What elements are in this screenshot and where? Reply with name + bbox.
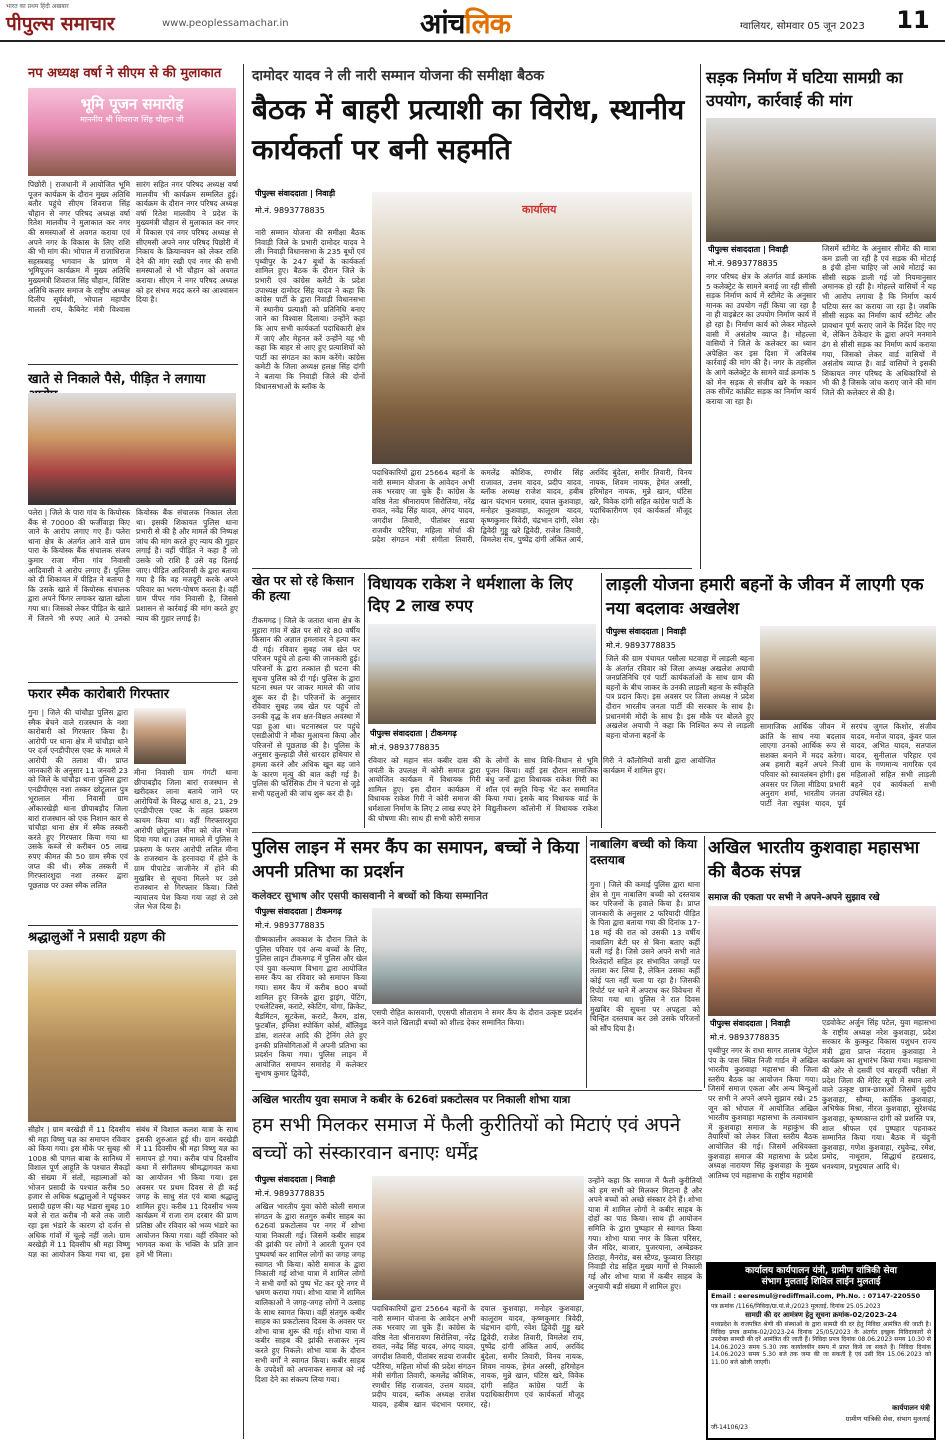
road-headline: सड़क निर्माण में घटिया सामग्री का उपयोग, कार्रवाई की मांग (706, 68, 903, 110)
kabir-kicker: अखिल भारतीय युवा समाज ने कबीर के 626वां प्रकटोत्सव पर निकाली शोभा यात्रा (252, 1094, 571, 1106)
samar-subhead: कलेक्टर सुभाष और एसपी कासवानी ने बच्चों को किया सम्मानित (252, 891, 488, 902)
main-body2: पदाधिकारियों द्वारा 25664 बहनों के नारी सम्मान योजना के आवेदन अभी तक भरवाए जा चुके हैं। कांग्रेस के वरिष्ठ नेता श्रीनारायण सिरोलिया, नरेंद्र रावत, नवेंद्र सिंह यादव, अंगद यादव, जगदीश तिवारी, पीतांबर सडया राजवीर पटैरिया, महिला मोर्चा की प्रदेश संगठन मंत्री संगीता तिवारी, कमलेंद्र कौशिक, रणधीर सिंह राजावत, उत्तम यादव, प्रदीप यादव, ब्लॉक अध्यक्ष राजेश यादव, हबीब खान चंदभान परमार, दयाल कुशवाहा, मनोहर कुशवाहा, कालूराम यादव, कृष्णकुमार त्रिवेदी, चंद्रभान दांगी, रवेश द्विवेदी गुड्डू खरे द्विवेदी, राजेश तिवारी, विमलेश राय, पुष्पेंद्र दांगी अंकित आर्य, अरविंद बुंदेला, समीर तिवारी, विनय नायक, शिवम नायक, हेमंत अस्सी, हरिमोहन नायक, मुन्ने खान, घंटिस खरे, विवेक दांगी सहित कांग्रेस पार्टी के पदाधिकारीगण एवं कार्यकर्ता मौजूद रहे। (372, 468, 692, 545)
kabir-body2: उन्होंने कहा कि समाज में फैली कुरीतियों को हम सभी को मिलकर मिटाना है और अपने बच्चों को अच्छे संस्कार देने हैं। शोभा यात्रा में शामिल लोगों ने कबीर साहब के दोहों का पाठ किया। साथ ही आयोजन समिति के द्वारा पुष्पहार से स्वागत किया गया। शोभा यात्रा नगर के किला परिसर, जैन मंदिर, बाजार, पुजरयाना, अम्बेडकर तिराहा, मैनरोड, बस स्टैण्ड, फुव्वारा तिराहा निवाड़ी रोड सहित मुख्य मार्गों से निकाली गई और शोभा यात्रा में कबीर साहब के अनुयायी बड़ी संख्या में शामिल हुए। (588, 1176, 702, 1291)
main-mobile: मो.नं. 9893778835 (255, 206, 325, 215)
kabir-body1: अखिल भारतीय युवा कोरी कोली समाज संगठन के द्वारा सतगुरु कबीर साहब का 626वां प्रकटोत्सव पर नगर में शोभा यात्रा निकाली गई। जिसमें कबीर साहब की झांकी पर लोगों ने आरती पूजन एवं पुष्पवर्षा कर शामिल लोगों का जगह जगह स्वागत भी किया। कोरी समाज के द्वारा निकाली गई शोभा यात्रा में शामिल लोगों ने सभी वर्गों को पुष्प भेंट कर पूरे नगर में भ्रमण कराया गया। शोभा यात्रा में शामिल बालिकाओं ने जगह-जगह लोगों ने उत्साह के साथ स्वागत किया। वहीं संतगुरु कबीर साहब का प्रकटोत्सव दिवस के अवसर पर शोभा यात्रा शुरू की गई। शोभा यात्रा में कबीर साहब की झांकी सजाकर नृत्य करते हुए निकले। शोभा यात्रा के दौरान सभी वर्गों ने स्वागत किया। कबीर साहब के उपदेशों को अपनाकर समाज को नई दिशा देने का संकल्प लिया गया। (255, 1202, 365, 1384)
dharamshala-byline: पीपुल्स संवाददाता | टीकमगढ़ (370, 729, 457, 738)
prasad-headline: श्रद्धालुओं ने प्रसादी ग्रहण की (28, 930, 166, 945)
samar-body2: एसपी रोहित कासवानी, एएसपी सीताराम ने समर कैंप के दौरान उत्कृष्ट प्रदर्शन करने वाले खिलाड़ी बच्चों को शील्ड देकर सम्मानित किया। (372, 1008, 582, 1027)
kushwaha-byline: पीपुल्स संवाददाता | निवाड़ी (710, 1019, 791, 1028)
ladli-byline: पीपुल्स संवाददाता | निवाड़ी (606, 627, 687, 636)
cm-meeting-body: पिछोरी | राजधानी में आयोजित भूमि पूजन कार्यक्रम के दौरान मुख्य अतिथि बतौर पहुंचे सीएम शिवराज सिंह चौहान से नगर परिषद अध्यक्ष वर्षा रितेश मालवीय ने मुलाकात कर नगर की समस्याओं से अवगत कराया एवं अपने नगर के विकास के लिए राशि की भी मांग की। भोपाल में राजाधिराज सहस्त्रबाहु भगवान के प्रांगण में भूमिपूजन कार्यक्रम में मुख्य अतिथि मुख्यमंत्री शिवराज सिंह चौहान, विशिष्ट अतिथि कलार समाज के राष्ट्रीय अध्यक्ष दिलीप सूर्यवंशी, भोपाल महापौर मालती राय, कैबिनेट मंत्री विश्वास सारंग सहित नगर परिषद अध्यक्ष वर्षा मालवीय भी कार्यक्रम सम्मलित हुई। कार्यक्रम के दौरान नगर परिषद अध्यक्ष वर्षा रितेश मालवीय ने प्रदेश के मुख्यमंत्री चौहान से मुलाकात कर नगर में विकास एवं नगर परिषद अध्यक्ष से सीएमसी अपने नगर परिषद पिछोरी में निकाय के क्रियान्वयन को लेकर राशि देने की मांग रखी एवं नगर की सभी समस्याओं से भी चौहान को अवगत कराया। सीएम ने नगर परिषद अध्यक्ष को हर संभव मदद करने का आश्वासन दिया है। (28, 180, 238, 314)
cm-meeting-headline: नप अध्यक्ष वर्षा ने सीएम से की मुलाकात (28, 66, 222, 81)
newspaper-logo: पीपुल्स समाचार (6, 13, 115, 35)
tender-advertisement (706, 1262, 936, 1440)
road-byline: पीपुल्स संवाददाता | निवाड़ी (708, 245, 789, 254)
kushwaha-subhead: समाज की एकता पर सभी ने अपने-अपने सुझाव रखे (708, 893, 880, 903)
samar-mobile: मो.नं. 9893778835 (255, 921, 325, 930)
kabir-body3: पदाधिकारियों द्वारा 25664 बहनों के नारी सम्मान योजना के आवेदन अभी तक भरवाए जा चुके हैं। कांग्रेस के वरिष्ठ नेता श्रीनारायण सिरोलिया, नरेंद्र रावत, नवेंद्र सिंह यादव, अंगद यादव, जगदीश तिवारी, पीतांबर सडया राजवीर पटैरिया, महिला मोर्चा की प्रदेश संगठन मंत्री संगीता तिवारी, कमलेंद्र कौशिक, रणधीर सिंह राजावत, उत्तम यादव, प्रदीप यादव, ब्लॉक अध्यक्ष राजेश यादव, हबीब खान चंदभान परमार, दयाल कुशवाहा, मनोहर कुशवाहा, कालूराम यादव, कृष्णकुमार त्रिवेदी, चंद्रभान दांगी, रवेश द्विवेदी गुड्डू खरे द्विवेदी, राजेश तिवारी, विमलेश राय, पुष्पेंद्र दांगी अंकित आर्य, अरविंद बुंदेला, समीर तिवारी, विनय नायक, शिवम नायक, हेमंत अस्सी, हरिमोहन नायक, मुन्ने खान, घंटिस खरे, विवेक दांगी सहित कांग्रेस पार्टी के पदाधिकारीगण एवं कार्यकर्ता मौजूद रहे। (372, 1304, 584, 1409)
dharamshala-photo (368, 624, 596, 724)
prasad-photo (28, 950, 236, 1122)
ad-title: कार्यालय कार्यपालन यंत्री, ग्रामीण यांत्रिकी सेवा संभाग मुलताई शिविल लाईन मुलताई (708, 1264, 934, 1290)
section-title: आंचलिक (420, 7, 511, 40)
dharamshala-headline: विधायक राकेश ने धर्मशाला के लिए दिए 2 लाख रुपए (368, 574, 573, 615)
dharamshala-body: रविवार को महान संत कबीर दास की जयंती के उपलक्ष में कोरी समाज द्वारा आयोजित कार्यक्रम में विधायक गिरी शामिल हुए। इस दौरान कार्यक्रम में विधायक राकेश गिरी ने कोरी समाज की धर्मशाला निर्माण के लिए 2 लाख रुपए देने की घोषणा की। साथ ही सभी कोरी समाज के लोगों के साथ विधि-विधान से भूमि पूजन किया। वहीं इस दौरान सामाजिक बंधु जनों द्वारा विधायक राकेश गिरी का शॉल एवं स्मृति चिन्ह भेंट कर सम्मानित किया गया। इसके बाद विधायक वार्ड के विद्युतीकरण कॉलोनी में विधायक राकेश गिरी ने कॉलोनियों वासी द्वारा आयोजित कार्यक्रम में शामिल हुए। (368, 756, 716, 823)
kabir-headline: हम सभी मिलकर समाज में फैली कुरीतियों को मिटाएं एवं अपने बच्चों को संस्कारवान बनाएः धर्मेंद्र (252, 1114, 681, 1164)
logo-tagline: भारत का प्रथम हिंदी अखबार (6, 3, 69, 10)
road-mobile: मो.नं. 9893778835 (708, 259, 778, 268)
ad-signature2: ग्रामीण यांत्रिकी सेवा, संभाग मुलताई (845, 1415, 930, 1423)
money-headline: खाते से निकाले पैसे, पीड़ित ने लगाया (28, 372, 206, 387)
dharamshala-mobile: मो.नं. 9893778835 (370, 743, 440, 752)
minor-body: गुना | जिले की कमाई पुलिस द्वारा थाना क्षेत्र से गुम नाबालिग बच्ची को दस्तयाब कर परिजनों के हवाले किया है। प्राप्त जानकारी के अनुसार 2 फरियादी पीड़ित के पिता द्वारा बताया गया की दिनांक 17-18 मई की रात को उसकी 13 वर्षीय नाबालिग बेटी घर से बिना बताए कहीं चली गई है। जिसे उसने अपने सभी नाते रिश्तेदारों सहित हर संभावित जगहों पर तलाश कर लिया है, लेकिन उसका कहीं कोई पता नहीं चला पा रहा है। जिसकी रिपोर्ट पर थाने में अपराध कर विवेचना में लिया गया था। पुलिस ने रात दिवस मुखबिर की सूचना पर अपहृता को चिन्हित दस्तयाब कर उसे उसके परिजनों को सौंप दिया है। (590, 880, 700, 1033)
kushwaha-body2: एडवोकेट अर्जुन सिंह पटेल, युवा महासभा के राष्ट्रीय अध्यक्ष नरेश कुशवाहा, प्रदेश सरकार के कुक्कुट विकास पशुधन राज्य मंत्री द्वारा प्राप्त नंदराम कुशवाहा ने कार्यक्रम का शुभारंभ किया गया। महासभा की ओर से दसवीं एवं बारहवीं परीक्षा में प्रदेश जिला की मेरिट सूची में स्थान लाने वाले उत्कृष्ट छात्र-छात्राओं जिसमें सुदीप कुशवाहा, सौम्या, कार्तिक कुशवाहा, अभिषेक मिश्रा, नीरज कुशवाहा, सुरेशचंद्र कुशवाहा, कृष्णकान्त दांगी को प्रशस्ति पत्र, शाल श्रीफल एवं पुष्पहार पहनाकर सम्मानित किया गया। बैठक में चंदुनी कुशवाहा, गणेश कुशवाहा, रघुवेन्द्र, रमेश, प्रमोद, नाथूराम, सिद्धार्थ हरप्रसाद, धनश्याम, प्रभुदयाल आदि थे। (822, 1018, 936, 1171)
samar-byline: पीपुल्स संवाददाता | टीकमगढ़ (255, 907, 342, 916)
website-url[interactable]: www.peoplessamachar.in (162, 18, 289, 29)
kabir-mobile: मो.नं. 9893778835 (255, 1189, 325, 1198)
main-body1: नारी सम्मान योजना की समीक्षा बैठक निवाड़ी जिले के प्रभारी दामोदर यादव ने ली। निवाड़ी विधानसभा के 235 बूथों एवं पृथ्वीपुर के 247 बूथों के कार्यकर्ता शामिल हुए। बैठक के दौरान जिले के प्रभारी एवं कांग्रेस कमेटी के प्रदेश उपाध्यक्ष दामोदर सिंह यादव ने कहा कि कांग्रेस पार्टी के द्वारा निवाड़ी विधानसभा में स्थानीय प्रत्याशी को प्रतिनिधि बनाए जाने का विश्वास दिलाया। उन्होंने कहा कि आप सभी कार्यकर्ता पदाधिकारी क्षेत्र में जाएं और मेहनत करें उन्होंने यह भी कहा कि बाहर से आए हुए प्रत्याशियों को पार्टी का संगठन का काम करेंगे। कांग्रेस कमेटी के जिला अध्यक्ष हलक्ष सिंह दांगी ने बताया कि निवाड़ी जिले की दोनों विधानसभाओं के ब्लॉक के (255, 228, 365, 391)
farm-headline: खेत पर सो रहे किसान की हत्या (252, 573, 354, 603)
main-headline: बैठक में बाहरी प्रत्याशी का विरोध, स्थानीय कार्यकर्ता पर बनी सहमति (252, 93, 685, 166)
samar-body1-a: ग्रीष्मकालीन अवकाश के दौरान जिले के पुलिस परिवार एवं अन्य बच्चों के लिए, पुलिस लाइन टीकमगढ़ में पुलिस और खेल एवं युवा कल्याण विभाग द्वारा आयोजित समर कैंप का रविवार को समापन किया गया। समर कैंप में करीब 800 बच्चों शामिल हुए जिनके द्वारा ड्राइंग, पेंटिंग, एथलेटिक्स, कराटे, स्केटिंग, योगा, क्रिकेट, बैडमिंटन, सूटकेस, कराटे, कैरम, डांस, फुटबॉल, इंग्लिश स्पोकिंग कोर्स, बॉलिवुड डांस, शतरंज आदि की ट्रेनिंग लेते हुए इनकी प्रतियोगिताओं में अपनी प्रतिभा का प्रदर्शन किया गया। पुलिस लाइन में आयोजित समापन समारोह में कलेक्टर सुभाष कुमार द्विवेदी, (255, 935, 367, 1079)
kushwaha-photo (708, 906, 936, 1016)
kushwaha-mobile: मो.नं. 9893778835 (710, 1033, 780, 1042)
ad-ref: पत्र क्रमांक /1166/निविदा/ग्रा.यां.से./2023 मुलताई, दिनांक 25.05.2023 (711, 1303, 881, 1310)
ladli-body1: जिले की ग्राम पंचायत पसौला घटवाहा में लाड़ली बहना के अंतर्गत रविवार को जिला अध्यक्ष अखलेश अयाची जनप्रतिनिधि एवं पार्टी कार्यकर्ताओं के साथ ग्राम की बहनों के बीच जाकर के उनकी लाड़ली बहना के स्वीकृति पत्र प्रदान किए। इस अवसर पर जिला अध्यक्ष ने प्रदेश दौरान भारतीय जनता पार्टी की सरकार के साथ है। प्रधानमंत्री मोदी के साथ है। इस मौके पर बोलते हुए अखलेश अयाची ने कहा कि निश्चित रूप से लाड़ली बहना योजना बहनों के (606, 654, 754, 740)
smack-accused-photo (134, 708, 186, 764)
ad-footer: जी-14106/23 (711, 1424, 748, 1431)
money-body: पलेरा | जिले के पारा गांव के कियोस्क बैंक से 70000 की फर्जीवाड़ा किए जाने के आरोप लगाए गए हैं। पलेरा थाना क्षेत्र के अंतर्गत आने वाले ग्राम पारा के कियोस्क बैंक संचालक संजय कुमार राजा मीना गांव निवासी आदिवासी ने आरोप लगाए हैं। पुलिस को दी शिकायत में पीड़ित ने बताया है कि उसके खाते में कियोस्क संचालक द्वारा अपने फिंगर लगाकर खाता खोला गया था। जिसको लेकर पीड़ित के खाते में जितने भी रुपए आते थे उनको कियोस्क बैंक संचालक निकाल लेता था। इसकी शिकायत पुलिस थाना प्रभारी से की है और मामले की निष्पक्ष जांच की मांग करते हुए न्याय की गुहार लगाई है। वहीं पीड़ित ने कहा है जो उसके जो राशि है उसे वह दिलाई जाए। पीड़ित आदिवासी के द्वारा बताया गया है कि वह मजदूरी करके अपने परिवार का भरण-पोषण करता है। वहीं ग्राम पीपर गांव निवासी है, जिससे प्रशासन से कार्रवाई की मांग करते हुए न्याय की गुहार लगाई है। (28, 508, 238, 623)
road-body1: नगर परिषद क्षेत्र के अंतर्गत वार्ड क्रमांक 5 कलेक्ट्रेट के सामने बनाई जा रही सीसी सड़क निर्माण कार्य में स्टीमेट के अनुसार मानक का उपयोग नहीं किया जा रहा है ना ही वाइब्रेटर का उपयोग निर्माण कार्य में हो रहा है। निर्माण कार्य को लेकर मोहल्ले वासी में असंतोष व्याप्त है। मोहल्ला वासियों ने जिले के कलेक्टर का ध्यान अपेक्षित कर इस दिशा में अविलंब कार्रवाई की मांग की है। नगर के तहसील के आगे कलेक्ट्रेट के सामने वार्ड क्रमांक 5 को मेन सड़क से संजीव खरे के मकान तक सीमेंट कांक्रीट सड़क का निर्माण कार्य कराया जा रहा है। (706, 272, 816, 406)
ad-body: मध्यप्रदेश के राजपत्रित श्रेणी की संस्थाओं के द्वारा सामग्री की दर हेतु निविदा आमंत्रित की जाती है। निविदा प्रपत्र क्रमांक-02/2023-24 दिनांक 25/05/2023 के अंतर्गत इच्छुक निविदाकारों से उपरोक्त सामग्री की दरें आमंत्रित की जाती हैं। निविदा प्रपत्र दिनांक 08.06.2023 समय 10.30 से 14.06.2023 समय 5.30 तक कार्यालयीन समय में प्राप्त किये जा सकते हैं। निविदा दिनांक 14.06.2023 समय 5.30 बजे तक जमा की जा सकती है एवं उसी दिन 15.06.2023 को 11.00 बजे खोली जाएगी। (711, 1321, 931, 1366)
ad-signature: कार्यपालन यंत्री (892, 1404, 930, 1412)
smack-headline: फरार स्मैक कारोबारी गिरफ्तार (28, 687, 170, 702)
kabir-photo (372, 1176, 584, 1300)
ad-contact: Email : eeresmul@rediffmail.com, Ph.No. : 07147-220550 (711, 1292, 921, 1300)
road-photo (706, 118, 936, 242)
samar-headline: पुलिस लाइन में समर कैंप का समापन, बच्चों ने किया अपनी प्रतिभा का प्रदर्शन (252, 838, 580, 882)
ladli-photo (760, 626, 936, 720)
money-photo (28, 393, 236, 505)
cm-meeting-photo: भूमि पूजन समारोह माननीय श्री शिवराज सिंह चौहान जी (28, 88, 236, 176)
page-number: 11 (893, 6, 933, 36)
samar-photo (372, 908, 582, 1004)
main-kicker: दामोदर यादव ने ली नारी सम्मान योजना की समीक्षा बैठक (252, 68, 545, 84)
road-body2: जिसमें स्टीमेट के अनुसार सीमेंट की मात्रा कम डाली जा रही है एवं सड़क की मोटाई 8 इंची होना चाहिए जो आधे मोटाई का सीसी सड़क डाली गई जो नियमानुसार अमानक हो रही है। मोहल्ले वासियों ने यह भी आरोप लगाया है कि निर्माण कार्य घटिया स्तर का कराया जा रहा है। जबकि सीसी सड़क का निर्माण कार्य स्टीमेट और प्रावधान पूर्ण कराए जाने के निर्देश दिए गए थे, लेकिन ठेकेदार के द्वारा अपने मनमाने ढंग से सीसी सड़क का निर्माण कार्य कराया गया, जिसको लेकर वार्ड वासियों में असंतोष व्याप्त है। वार्ड वासियों ने इसकी शिकायत नगर परिषद के अधिकारियों से भी की है जिसके जांच कराए जाने की मांग जिले की कलेक्टर से की है। (822, 244, 936, 397)
ad-notice-title: सामग्री की दर आमंत्रण हेतु सूचना क्रमांक-02/2023-24 (745, 1311, 897, 1319)
ladli-mobile: मो.नं. 9893778835 (606, 641, 676, 650)
smack-body1: गुना | जिले की चांचौड़ा पुलिस द्वारा स्मैक बेचने वाले राजस्थान के नशा कारोबारी को गिरफ्तार किया है। आरोपी पर थाना क्षेत्र में चांचौड़ा थाने पर दर्ज एनडीपीएस एक्ट के मामले में आरोपी की तलाश थी। प्राप्त जानकारी के अनुसार 11 जनवरी 23 को जिले के चांचौड़ा थाना पुलिस द्वारा एनडीपीएस नशा तस्कर छोटूलाल पुत्र भूरालाल मीना निवासी ग्राम ओंकारखेड़ी थाना छीपाबड़ौद जिला बारां राजस्थान को एक निशान कार से चांचौड़ा थाना क्षेत्र में स्मैक तस्करी करते हुए गिरफ्तार किया गया था उसके कब्जे से करीबन 05 लाख रुपए कीमत की 50 ग्राम स्मैक एवं जप्त की थी। स्मैक तस्करी में गिरफ्तारशुदा नशा तस्कर द्वारा पूछताछ पर उक्त स्मैक ललित (28, 708, 128, 890)
kushwaha-body1: पृथ्वीपुर नगर के राधा सागर तालाब पेट्रोल पंप के पास स्थित निजी गार्डन में अखिल भारतीय कुशवाहा महासभा की जिला स्तरीय बैठक का आयोजन किया गया। जिसमें समाज एकता और अन्य बिन्दुओं पर सभी ने अपने अपने सुझाव रखे। 25 जून को भोपाल में आयोजित अखिल भारतीय कुशवाहा महासभा के तत्वावधान में कुशवाहा समाज के महाकुंभ की तैयारियों को लेकर जिला स्तरीय बैठक आयोजित की गई। जिसमें अधिवक्ता कुशवाहा समाज की महासभा के प्रदेश अध्यक्ष नारायण सिंह कुशवाहा के मुख्य आतिथ्य एवं महासभा के राष्ट्रीय महामंत्री (708, 1046, 818, 1180)
kushwaha-headline: अखिल भारतीय कुशवाहा महासभा की बैठक संपन्न (708, 838, 920, 882)
smack-body2: मीना निवासी ग्राम गंगटी थाना छीपाबड़ौद जिला बारां राजस्थान से खरीदकर लाना बताये जाने पर आरोपियों के विरुद्ध धारा 8, 21, 29 एनडीपीएस एक्ट के तहत प्रकरण कायम किया था। वहीं गिरफ्तारशुदा आरोपी छोटूलाल मीना को जेल भेजा दिया गया था। उक्त मामले में पुलिस ने प्रकरण के फरार आरोपी ललित मीना के राजस्थान के हरनावदा में होने के ग्राम पीपाटेड जाजीनेर में होने की मुखबिर से सूचना मिलने पर उसे राजस्थान से गिरफ्तार किया। जिसे न्यायालय पेश किया गया जहां से उसे जेल भेज दिया है। (134, 768, 238, 912)
ladli-headline: लाड़ली योजना हमारी बहनों के जीवन में लाएगी एक नया बदलावः अखलेश (606, 575, 924, 619)
dateline: ग्वालियर, सोमवार 05 जून 2023 (740, 21, 865, 32)
masthead (0, 0, 945, 42)
ladli-body2: सामाजिक आर्थिक जीवन में क्रांति के साथ नया बदलाव लाएगा उनको आर्थिक रूप से सशक्त बनाने में मदद करेगा। अब हमारी बहनें अपने निजी परिवार को स्वावलंबन होगी। इस अवसर पर जिला मीडिया प्रभारी अनुराग शर्मा, भारतीय जनता पार्टी नेता रघुवंश यादव, पूर्व सरपंच जुगल किशोर, संजीव यादव, मनोज यादव, कुंवर पाल यादव, अभित यादव, सतपाल यादव, सुनीलाल परिहार एवं ग्राम के गणमान्य नागरिक एवं महिलाओं सहित सभी लाड़ली बहने एवं कार्यकर्ता सभी उपस्थित रहे। (760, 722, 936, 808)
prasad-body: सीहोर | ग्राम बरखेड़ी में 11 दिवसीय श्री महा विष्णु यज्ञ का समापन रविवार को किया गया। इस मौके पर सुबह श्री 1008 श्री पागल बाबा के सानिध्य में विशाल पूर्ण आहूति के पश्चात सैकड़ों की संख्या में संतों, महात्माओं को भोजन प्रसादी के पश्चात करीब 50 हजार से अधिक श्रद्धालुओं ने पहुंचकर प्रसादी ग्रहण की। यह भंडारा सुबह 10 बजे से रात करीब नौ बजे तक जारी रहा इस भंडारे के कारण दो दर्जन से अधिक गांवों में चूल्हे नहीं जले। ग्राम बरखेड़ी में 11 दिवसीय श्री महा विष्णु यज्ञ का आयोजन किया गया था, इस संबंध में विशाल कलश यात्रा के साथ इसकी शुरुआत हुई थी। ग्राम बरखेड़ी में 11 दिवसीय श्री महा विष्णु यज्ञ का समापन हो गया। करीब पांच दिवसीय कथा में संगीतमय श्रीमद्भागवत कथा का आयोजन भी किया गया। इस अवसर पर प्रथम दिवस से ही कई जगह के साधु संत एवं बाबा श्रद्धालु शामिल हुए। करीब 11 दिवसीय भव्य कार्यक्रम में राजा राम दरबार की प्राण प्रतिष्ठा और रविवार को भव्य भंडारे का आयोजन किया गया। वहीं रविवार को भागवत कथा के भक्ति के प्रति ज्ञान हमें भी मिला। (28, 1125, 238, 1259)
kabir-byline: पीपुल्स संवाददाता | निवाड़ी (255, 1175, 336, 1184)
main-byline: पीपुल्स संवाददाता | निवाड़ी (255, 189, 336, 198)
farm-body: टीकमगढ़ | जिले के जतारा थाना क्षेत्र के मुहारा गांव में खेत पर सो रहे 80 वर्षीय किसान की अज्ञात हमलावर ने हत्या कर दी गई। रविवार सुबह जब खेत पर परिजन पहुंचे तो हत्या की जानकारी हुई। परिजनों के द्वारा तत्काल ही घटना की सूचना पुलिस को दी गई। पुलिस के द्वारा घटना स्थल पर जाकर मामले की जांच शुरू कर दी है। परिजनों के अनुसार रविवार सुबह जब खेत पर पहुंचे तो उनकी वृद्ध के शव क्षत-विक्षत अवस्था में पड़ा हुआ था। घटनास्थल पर पहुंचे एसडीओपी ने मौका मुआयना किया और परिजनों से पूछताछ की है। पुलिस के अनुसार कुल्हाड़ी जैसे धारदार हथियार से हमला करने और अधिक खून बह जाने के कारण मृत्यु की बात कही गई है। पुलिस की फॉरेंसिक टीम ने घटना से जुड़े सभी पहलुओं की जांच शुरू कर दी है। (252, 616, 360, 798)
minor-headline: नाबालिग बच्ची को किया दस्तयाब (590, 837, 698, 867)
main-meeting-photo: कार्यालय (372, 192, 692, 464)
